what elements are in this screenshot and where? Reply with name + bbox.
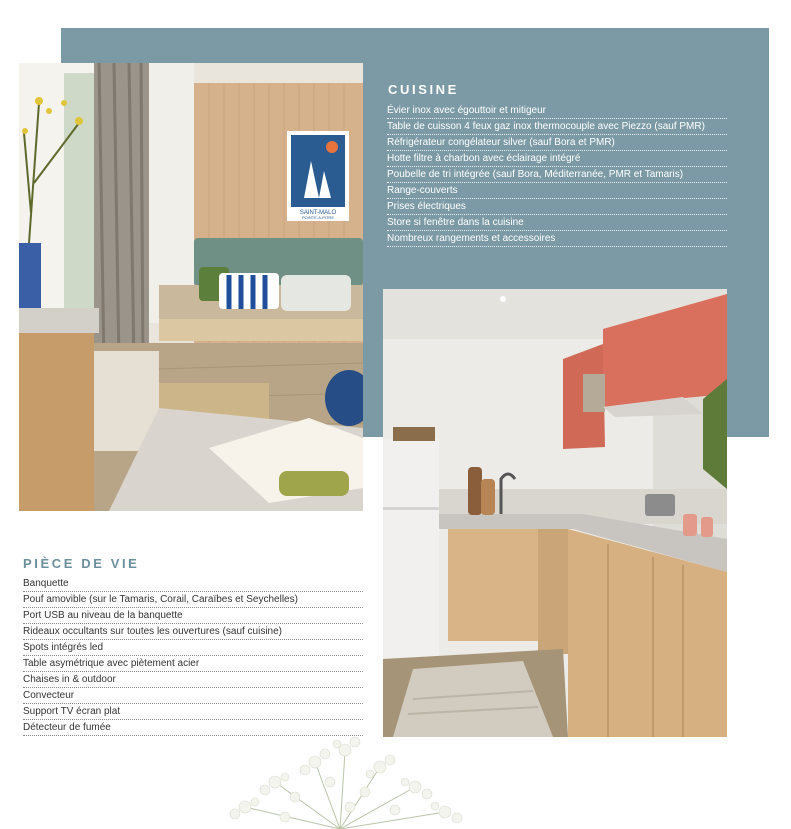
list-item: Poubelle de tri intégrée (sauf Bora, Méditerranée, PMR et Tamaris): [387, 167, 727, 183]
list-item: Support TV écran plat: [23, 704, 363, 720]
living-room-photo: [19, 63, 363, 511]
list-item: Range-couverts: [387, 183, 727, 199]
kitchen-photo: [383, 289, 727, 737]
list-item: Nombreux rangements et accessoires: [387, 231, 727, 247]
cuisine-title: CUISINE: [388, 82, 459, 97]
list-item: Store si fenêtre dans la cuisine: [387, 215, 727, 231]
list-item: Port USB au niveau de la banquette: [23, 608, 363, 624]
poster-title: SAINT-MALO: [299, 210, 337, 216]
poster-subtitle: POINTE-A-PITRE: [301, 215, 335, 220]
piece-de-vie-feature-list: [23, 576, 363, 736]
list-item: Chaises in & outdoor: [23, 672, 363, 688]
list-item: Convecteur: [23, 688, 363, 704]
list-item: Détecteur de fumée: [23, 720, 363, 736]
cuisine-feature-list: [387, 103, 727, 247]
gypsophila-flowers-decoration: [195, 722, 485, 829]
list-item: Spots intégrés led: [23, 640, 363, 656]
list-item: Table asymétrique avec piètement acier: [23, 656, 363, 672]
list-item: Pouf amovible (sur le Tamaris, Corail, Caraïbes et Seychelles): [23, 592, 363, 608]
list-item: Banquette: [23, 576, 363, 592]
list-item: Réfrigérateur congélateur silver (sauf Bora et PMR): [387, 135, 727, 151]
list-item: Prises électriques: [387, 199, 727, 215]
list-item: Rideaux occultants sur toutes les ouvertures (sauf cuisine): [23, 624, 363, 640]
list-item: Évier inox avec égouttoir et mitigeur: [387, 103, 727, 119]
piece-de-vie-title: PIÈCE DE VIE: [23, 556, 140, 571]
list-item: Table de cuisson 4 feux gaz inox thermocouple avec Piezzo (sauf PMR): [387, 119, 727, 135]
list-item: Hotte filtre à charbon avec éclairage intégré: [387, 151, 727, 167]
